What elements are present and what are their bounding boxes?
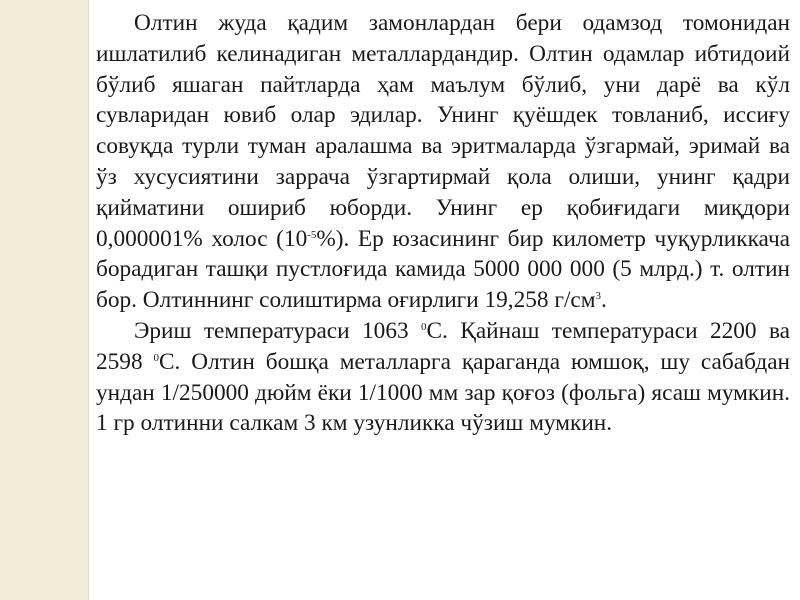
left-decorative-border [0, 0, 88, 600]
paragraph-2-text-a: Эриш температураси 1063 [134, 317, 422, 344]
slide-text-body [96, 8, 790, 439]
paragraph-1-text-c: . [601, 287, 607, 314]
paragraph-gold-history [96, 8, 790, 316]
paragraph-1-text-a: Олтин жуда қадим замонлардан бери одамзод томонидан ишлатилиб келинадиган металлардандир. Олтин одамлар ибтидоий бўлиб яшаган пайтларда ҳам маълум бўлиб, уни дарё ва кўл сувларидан ювиб олар эдилар. Унинг қуёшдек товланиб, иссиғу совуқда турли туман аралашма ва эритмаларда ўзгармай, эримай ва ўз хусусиятини заррача ўзгартирмай қола олиши, унинг қадри қийматини ошириб юборди. Унинг ер қобиғидаги миқдори 0,000001% холос (10 [96, 10, 790, 252]
paragraph-2-text-c: С. Олтин бошқа металларга қараганда юмшоқ, шу сабабдан ундан 1/250000 дюйм ёки 1/1000 мм зар қоғоз (фольга) ясаш мумкин. 1 гр олтинни салкам 3 км узунликка чўзиш мумкин. [96, 348, 791, 437]
degree-superscript-2: 0 [153, 351, 159, 364]
border-divider [88, 0, 89, 600]
paragraph-2-text-b: С. Қайнаш температураси 2200 ва 2598 [96, 317, 791, 375]
degree-superscript-1: 0 [421, 320, 427, 333]
paragraph-1-text-b: %). Ер юзасининг бир километр чуқурликкача борадиган ташқи пустлоғида камида 5000 000 000 (5 млрд.) т. олтин бор. Олтиннинг солиштирма оғирлиги 19,258 г/см [96, 225, 790, 314]
exponent-minus-five: -5 [307, 228, 317, 241]
paragraph-gold-properties [96, 316, 790, 439]
exponent-cubic: 3 [595, 289, 602, 302]
